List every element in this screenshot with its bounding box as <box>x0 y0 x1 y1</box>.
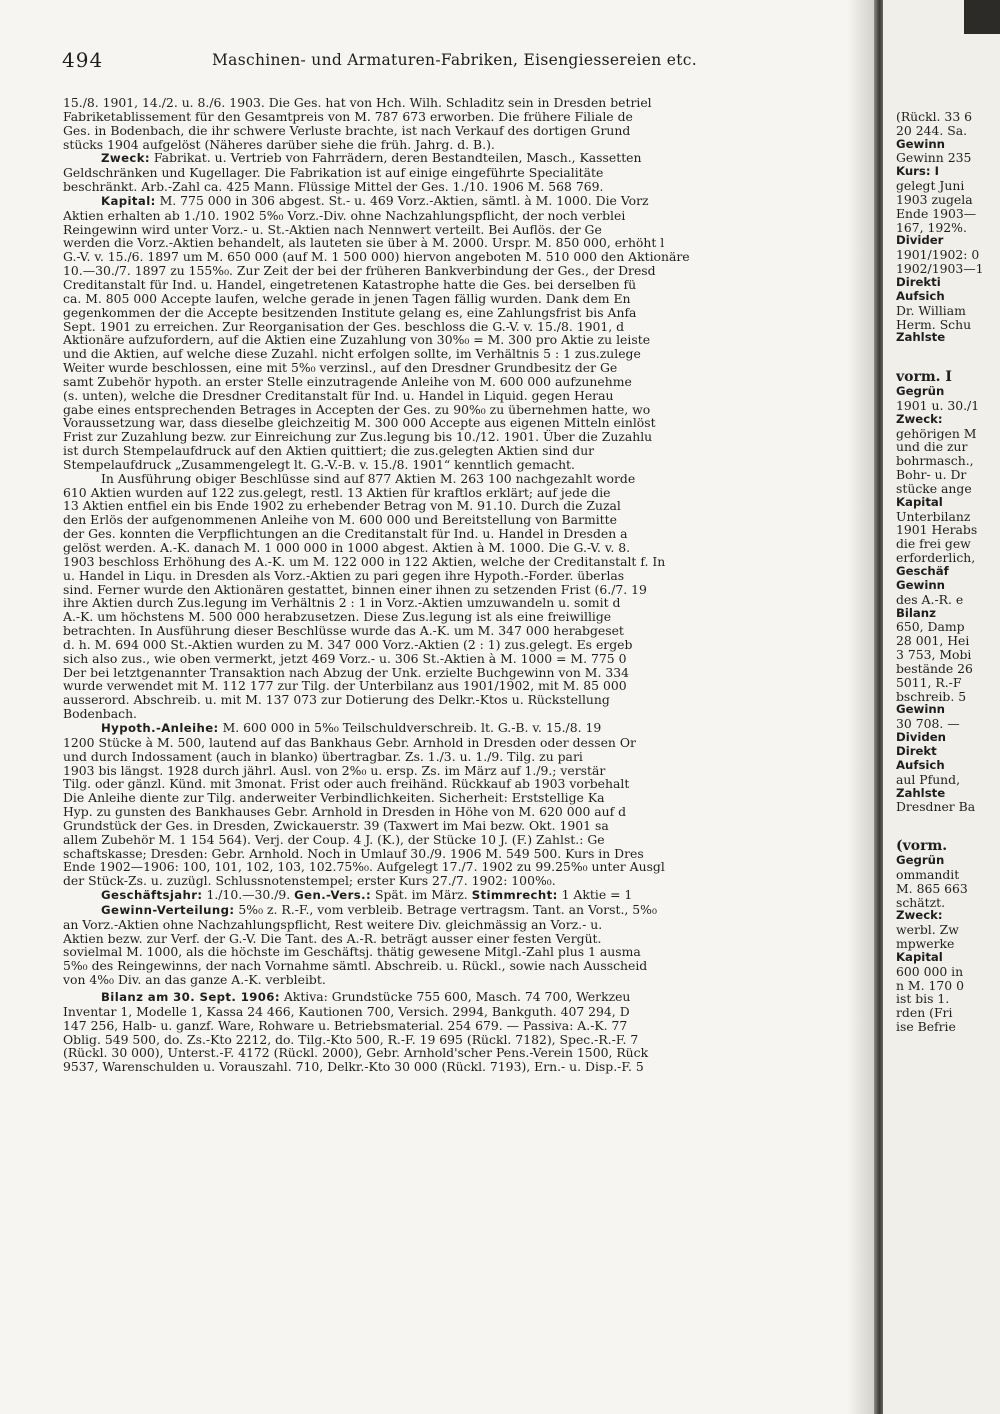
fragment-line: ommandit <box>896 866 960 882</box>
text-line <box>63 166 857 180</box>
line-text: allem Zubehör M. 1 154 564). Verj. der Coup. 4 J. (K.), der Stücke 10 J. (F.) Zahlst.: Ge <box>63 831 605 847</box>
fragment-heading: Gewinn <box>896 136 945 151</box>
section-heading: Gen.-Vers.: <box>294 888 372 903</box>
line-text: 9537, Warenschulden u. Vorauszahl. 710, Delkr.-Kto 30 000 (Rückl. 7193), Ern.- u. Disp.-F. 5 <box>63 1059 644 1075</box>
text-line <box>63 805 857 819</box>
line-text: u. Handel in Liqu. in Dresden als Vorz.-Aktien zu pari gegen ihre Hypoth.-Forder. überlas <box>63 567 625 583</box>
fragment-line: des A.-R. e <box>896 591 964 607</box>
text-line <box>63 764 857 778</box>
fragment-line: 5011, R.-F <box>896 674 962 690</box>
fragment-heading: Gewinn <box>896 577 945 592</box>
line-text: Aktionäre aufzufordern, auf die Aktien eine Zuzahlung von 30%₀ = M. 300 pro Aktie zu leiste <box>63 332 651 348</box>
fragment-heading: Kapital <box>896 949 943 964</box>
line-text: Fabrikat. u. Vertrieb von Fahrrädern, deren Bestandteilen, Masch., Kassetten <box>149 150 642 166</box>
fragment-line: 1901/1902: 0 <box>896 247 980 263</box>
fragment-heading: Aufsich <box>896 757 945 772</box>
text-line <box>63 110 857 124</box>
text-line <box>63 750 857 764</box>
line-text: G.-V. v. 15./6. 1897 um M. 650 000 (auf M. 1 500 000) hiervon angeboten M. 510 000 den Aktionäre <box>63 249 690 265</box>
section-heading: Bilanz am 30. Sept. 1906: <box>101 990 280 1004</box>
text-line <box>63 1033 857 1047</box>
line-text: den Erlös der aufgenommenen Anleihe von M. 600 000 und Bereitstellung von Barmitte <box>63 512 617 528</box>
fragment-line: ist bis 1. <box>896 991 950 1007</box>
fragment-line: mpwerke <box>896 936 955 952</box>
line-text: Weiter wurde beschlossen, eine mit 5%₀ verzinsl., auf den Dresdner Grundbesitz der Ge <box>63 360 618 376</box>
line-text: gegenkommen der die Accepte besitzenden Institute gelang es, eine Zahlungsfrist bis Anfa <box>63 304 637 320</box>
scan-edge-mark <box>964 0 1000 34</box>
fragment-line: Herm. Schu <box>896 316 972 332</box>
text-line <box>63 347 857 361</box>
fragment-line: (Rückl. 33 6 <box>896 108 973 124</box>
text-line <box>63 932 857 946</box>
fragment-line: 650, Damp <box>896 619 965 635</box>
text-line <box>63 236 857 250</box>
line-text: Sept. 1901 zu erreichen. Zur Reorganisation der Ges. beschloss die G.-V. v. 15./8. 1901, d <box>63 318 625 334</box>
line-text: Spät. im März. <box>371 887 472 903</box>
text-line <box>63 918 857 932</box>
fragment-line: Unterbilanz <box>896 508 971 524</box>
fragment-line: aul Pfund, <box>896 771 961 787</box>
text-line <box>63 596 857 610</box>
text-line <box>63 610 857 624</box>
line-text: stücks 1904 aufgelöst (Näheres darüber siehe die früh. Jahrg. d. B.). <box>63 136 495 152</box>
line-text: d. h. M. 694 000 St.-Aktien wurden zu M. 347 000 Vorz.-Aktien (2 : 1) zus.gelegt. Es ergeb <box>63 636 633 652</box>
line-text: Tilg. oder gänzl. Künd. mit 3monat. Frist oder auch freihänd. Rückkauf ab 1903 vorbehalt <box>63 776 630 792</box>
line-text: 5%₀ des Reingewinns, der nach Vornahme sämtl. Abschreib. u. Rückl., sowie nach Ausscheid <box>63 958 648 974</box>
text-line <box>63 375 857 389</box>
text-line <box>63 721 857 736</box>
line-text: 1903 beschloss Erhöhung des A.-K. um M. 122 000 in 122 Aktien, welche der Creditanstalt f. In <box>63 553 666 569</box>
fragment-line: gehörigen M <box>896 425 977 441</box>
line-text: Geldschränken und Kugellager. Die Fabrikation ist auf einige eingeführte Specialitäte <box>63 165 604 181</box>
fragment-line: Dresdner Ba <box>896 799 976 815</box>
page-number: 494 <box>62 48 104 72</box>
fragment-line: M. 865 663 <box>896 880 968 896</box>
line-text: Aktiva: Grundstücke 755 600, Masch. 74 700, Werkzeu <box>279 989 631 1004</box>
line-text: der Ges. konnten die Verpflichtungen an die Creditanstalt für Ind. u. Handel in Dresden a <box>63 526 628 542</box>
line-text: Aktien erhalten ab 1./10. 1902 5%₀ Vorz.-Div. ohne Nachzahlungspflicht, der noch verblei <box>63 207 626 223</box>
text-line <box>63 541 857 555</box>
text-line <box>63 209 857 223</box>
fragment-line: schätzt. <box>896 894 946 910</box>
fragment-line: 1901 Herabs <box>896 522 978 538</box>
fragment-heading: Gegrün <box>896 853 945 868</box>
fragment-line: 1903 zugela <box>896 191 973 207</box>
section-heading: Kapital: <box>101 193 156 208</box>
fragment-line: erforderlich, <box>896 550 976 566</box>
fragment-heading: (vorm. <box>896 838 948 855</box>
text-line <box>63 959 857 973</box>
fragment-line: bschreib. 5 <box>896 688 967 704</box>
text-line <box>63 1005 857 1019</box>
line-text: Frist zur Zuzahlung bezw. zur Einreichung zur Zus.legung bis 10./12. 1901. Über die Zuzahlu <box>63 429 653 445</box>
section-heading: Hypoth.-Anleihe: <box>101 720 219 735</box>
facing-page-fragment <box>896 96 1000 1400</box>
line-text: sovielmal M. 1000, als die höchste im Geschäftsj. thätig gewesene Mitgl.-Zahl plus 1 ausma <box>63 944 641 960</box>
line-text: wurde verwendet mit M. 112 177 zur Tilg. der Unterbilanz aus 1901/1902, mit M. 85 000 <box>63 678 627 694</box>
line-text: gabe eines entsprechenden Betrages in Accepten der Ges. zu 90%₀ zu übernehmen hatte, wo <box>63 401 651 417</box>
text-line <box>63 194 857 209</box>
line-text: betrachten. In Ausführung dieser Beschlüsse wurde das A.-K. um M. 347 000 herabgeset <box>63 623 624 639</box>
text-line <box>63 888 857 903</box>
text-line <box>63 513 857 527</box>
text-line <box>63 96 857 110</box>
line-text: 1903 bis längst. 1928 durch jährl. Ausl. von 2%₀ u. ersp. Zs. im März auf 1./9.; verstär <box>63 762 606 778</box>
fragment-line: Gewinn 235 <box>896 150 972 166</box>
text-line <box>63 860 857 874</box>
fragment-line: Bohr- u. Dr <box>896 467 967 483</box>
fragment-line: Dr. William <box>896 302 966 318</box>
fragment-heading: Geschäf <box>896 564 949 578</box>
line-text: Der bei letztgenannter Transaktion nach Abzug der Unk. erzielte Buchgewinn von M. 334 <box>63 664 630 680</box>
line-text: der Stück-Zs. u. zuzügl. Schlussnotenstempel; erster Kurs 27./7. 1902: 100%₀. <box>63 873 556 889</box>
fragment-line: 28 001, Hei <box>896 633 970 649</box>
fragment-line: 30 708. — <box>896 716 960 732</box>
text-line <box>63 638 857 652</box>
line-text: M. 775 000 in 306 abgest. St.- u. 469 Vorz.-Aktien, sämtl. à M. 1000. Die Vorz <box>155 192 649 208</box>
text-line <box>63 819 857 833</box>
text-line <box>63 945 857 959</box>
line-text: 10.—30./7. 1897 zu 155%₀. Zur Zeit der bei der früheren Bankverbindung der Ges., der Dresd <box>63 263 656 279</box>
text-line <box>63 555 857 569</box>
line-text: Oblig. 549 500, do. Zs.-Kto 2212, do. Tilg.-Kto 500, R.-F. 19 695 (Rückl. 7182), Spec.-R.-F. 7 <box>63 1031 639 1047</box>
text-line <box>63 138 857 152</box>
fragment-line: ise Befrie <box>896 1019 956 1035</box>
fragment-heading: Direkti <box>896 274 941 289</box>
line-text: Die Anleihe diente zur Tilg. anderweiter Verbindlichkeiten. Sicherheit: Erststellige Ka <box>63 790 605 806</box>
text-line <box>63 1046 857 1060</box>
fragment-line: stücke ange <box>896 480 972 496</box>
text-line <box>63 624 857 638</box>
section-heading: Zweck: <box>101 151 150 166</box>
line-text: und durch Indossament (auch in blanko) übertragbar. Zs. 1./3. u. 1./9. Tilg. zu pari <box>63 748 583 764</box>
text-line <box>63 444 857 458</box>
fragment-line: und die zur <box>896 439 968 455</box>
line-text: Creditanstalt für Ind. u. Handel, eingetretenen Katastrophe hatte die Ges. bei derselben fü <box>63 276 637 292</box>
fragment-line <box>896 96 1000 110</box>
line-text: Inventar 1, Modelle 1, Kassa 24 466, Kautionen 700, Versich. 2994, Bankguth. 407 294, D <box>63 1003 630 1019</box>
fragment-line: bestände 26 <box>896 660 973 676</box>
line-text: 1200 Stücke à M. 500, lautend auf das Bankhaus Gebr. Arnhold in Dresden oder dessen Or <box>63 734 636 750</box>
text-line <box>63 458 857 472</box>
fragment-line: die frei gew <box>896 536 971 552</box>
line-text: Hyp. zu gunsten des Bankhauses Gebr. Arnhold in Dresden in Höhe von M. 620 000 auf d <box>63 804 627 820</box>
fragment-heading: Aufsich <box>896 288 945 303</box>
line-text: ausserord. Abschreib. u. mit M. 137 073 zur Dotierung des Delkr.-Ktos u. Rückstellung <box>63 692 610 708</box>
line-text: In Ausführung obiger Beschlüsse sind auf 877 Aktien M. 263 100 nachgezahlt worde <box>101 470 636 486</box>
fragment-heading: Zweck: <box>896 411 943 426</box>
line-text: ist durch Stempelaufdruck auf den Aktien quittiert; die zus.gelegten Aktien sind dur <box>63 443 595 459</box>
line-text: M. 600 000 in 5%₀ Teilschuldverschreib. lt. G.-B. v. 15./8. 19 <box>218 719 602 735</box>
text-line <box>63 847 857 861</box>
line-text: Aktien bezw. zur Verf. der G.-V. Die Tant. des A.-R. beträgt ausser einer festen Vergüt. <box>63 930 602 946</box>
line-text: Grundstück der Ges. in Dresden, Zwickauerstr. 39 (Taxwert im Mai bezw. Okt. 1901 sa <box>63 817 609 833</box>
line-text: Ges. in Bodenbach, die ihr schwere Verluste brachte, ist nach Verkauf des dortigen Grund <box>63 122 631 138</box>
text-line <box>63 666 857 680</box>
fragment-heading: vorm. I <box>896 369 952 386</box>
line-text: ihre Aktien durch Zus.legung im Verhältnis 2 : 1 in Vorz.-Aktien umzuwandeln u. somit d <box>63 595 621 611</box>
fragment-line: 3 753, Mobi <box>896 647 972 663</box>
line-text: von 4%₀ Div. an das ganze A.-K. verbleibt. <box>63 972 326 988</box>
text-line <box>63 569 857 583</box>
line-text: 13 Aktien entfiel ein bis Ende 1902 zu erhebender Betrag von M. 91.10. Durch die Zuzal <box>63 498 621 514</box>
section-heading: Gewinn-Verteilung: <box>101 902 235 917</box>
line-text: 5%₀ z. R.-F., vom verbleib. Betrage vertragsm. Tant. an Vorst., 5%₀ <box>234 901 657 917</box>
fragment-heading: Dividen <box>896 730 946 745</box>
fragment-line: 20 244. Sa. <box>896 122 968 138</box>
line-text: Bodenbach. <box>63 706 137 722</box>
fragment-line: 167, 192%. <box>896 219 967 235</box>
text-line <box>63 903 857 918</box>
line-text: Reingewinn wird unter Vorz.- u. St.-Aktien nach Nennwert verteilt. Bei Auflös. der Ge <box>63 221 602 237</box>
text-line <box>63 499 857 513</box>
line-text: 1 Aktie = 1 <box>557 887 633 903</box>
text-line <box>63 973 857 987</box>
text-line <box>63 707 857 721</box>
fragment-heading: Gegrün <box>896 384 945 399</box>
text-line <box>63 180 857 194</box>
text-line <box>63 486 857 500</box>
text-line <box>63 679 857 693</box>
text-line <box>63 527 857 541</box>
fragment-line: rden (Fri <box>896 1005 953 1021</box>
line-text: A.-K. um höchstens M. 500 000 herabzusetzen. Diese Zus.legung ist als eine freiwillige <box>63 609 612 625</box>
line-text: beschränkt. Arb.-Zahl ca. 425 Mann. Flüssige Mittel der Ges. 1./10. 1906 M. 568 769. <box>63 179 604 195</box>
fragment-line: 1902/1903—1 <box>896 261 984 277</box>
fragment-line: bohrmasch., <box>896 453 974 469</box>
text-line <box>63 361 857 375</box>
text-line <box>63 1060 857 1074</box>
fragment-heading: Kapital <box>896 494 943 509</box>
line-text: (Rückl. 30 000), Unterst.-F. 4172 (Rückl. 2000), Gebr. Arnhold'scher Pens.-Verein 1500, Rück <box>63 1045 649 1061</box>
text-line <box>63 791 857 805</box>
text-line <box>63 472 857 486</box>
text-line <box>63 583 857 597</box>
fragment-heading: Kurs: I <box>896 164 939 179</box>
fragment-heading: Zweck: <box>896 908 943 923</box>
fragment-line: 600 000 in <box>896 963 964 979</box>
fragment-heading: Zahlste <box>896 330 946 345</box>
text-line <box>63 833 857 847</box>
fragment-heading: Divider <box>896 233 944 248</box>
text-line <box>63 990 857 1005</box>
line-text: Ende 1902—1906: 100, 101, 102, 103, 102.75%₀. Aufgelegt 17./7. 1902 zu 99.25%₀ unter Ausgl <box>63 859 665 875</box>
text-line <box>63 693 857 707</box>
line-text: 15./8. 1901, 14./2. u. 8./6. 1903. Die Ges. hat von Hch. Wilh. Schladitz sein in Dresden betriel <box>63 96 652 110</box>
line-text: werden die Vorz.-Aktien behandelt, als lauteten sie über à M. 2000. Urspr. M. 850 000, erhöht l <box>63 235 665 251</box>
fragment-line: n M. 170 0 <box>896 977 964 993</box>
text-line <box>63 278 857 292</box>
text-line <box>63 874 857 888</box>
fragment-heading: Direkt <box>896 743 937 758</box>
text-line <box>63 403 857 417</box>
text-line <box>63 124 857 138</box>
text-line <box>63 320 857 334</box>
line-text: Stempelaufdruck „Zusammengelegt lt. G.-V.-B. v. 15./8. 1901“ kenntlich gemacht. <box>63 456 575 472</box>
text-line <box>63 333 857 347</box>
text-line <box>63 292 857 306</box>
fragment-heading: Zahlste <box>896 785 946 800</box>
line-text: gelöst werden. A.-K. danach M. 1 000 000 in 1000 abgest. Aktien à M. 1000. Die G.-V. v. 8. <box>63 540 631 555</box>
line-text: Fabriketablissement für den Gesamtpreis von M. 787 673 erworben. Die frühere Filiale de <box>63 108 633 124</box>
line-text: (s. unten), welche die Dresdner Creditanstalt für Ind. u. Handel in Liquid. gegen Herau <box>63 387 614 403</box>
line-text: samt Zubehör hypoth. an erster Stelle einzutragende Anleihe von M. 600 000 aufzunehme <box>63 373 632 389</box>
section-heading: Geschäftsjahr: <box>101 888 203 903</box>
text-line <box>63 223 857 237</box>
text-line <box>63 306 857 320</box>
line-text: 147 256, Halb- u. ganzf. Ware, Rohware u. Betriebsmaterial. 254 679. — Passiva: A.-K. 77 <box>63 1017 628 1033</box>
line-text: sich also zus., wie oben vermerkt, jetzt 469 Vorz.- u. 306 St.-Aktien à M. 1000 = M. 775 0 <box>63 650 627 666</box>
line-text: sind. Ferner wurde den Aktionären gestattet, binnen einer ihnen zu setzenden Frist (6./7. 19 <box>63 581 647 597</box>
text-line <box>63 151 857 166</box>
line-text: 610 Aktien wurden auf 122 zus.gelegt, restl. 13 Aktien für kraftlos erklärt; auf jede die <box>63 484 611 500</box>
book-spine <box>874 0 883 1414</box>
text-line <box>63 736 857 750</box>
fragment-line: Ende 1903— <box>896 205 977 221</box>
text-line <box>63 652 857 666</box>
text-line <box>63 1019 857 1033</box>
line-text: an Vorz.-Aktien ohne Nachzahlungspflicht, Rest weitere Div. gleichmässig an Vorz.- u. <box>63 916 603 932</box>
text-line <box>63 777 857 791</box>
text-line <box>63 430 857 444</box>
fragment-line: 1901 u. 30./1 <box>896 397 980 413</box>
line-text: schaftskasse; Dresden: Gebr. Arnhold. Noch in Umlauf 30./9. 1906 M. 549 500. Kurs in Dres <box>63 845 644 861</box>
running-title: Maschinen- und Armaturen-Fabriken, Eisengiessereien etc. <box>212 51 697 69</box>
text-line <box>63 264 857 278</box>
section-heading: Stimmrecht: <box>471 888 558 903</box>
fragment-line: gelegt Juni <box>896 178 965 194</box>
line-text: ca. M. 805 000 Accepte laufen, welche gerade in jenen Tagen fällig wurden. Dank dem En <box>63 290 631 306</box>
text-line <box>63 250 857 264</box>
line-text: und die Aktien, auf welche diese Zuzahl. nicht erfolgen sollte, im Verhältnis 5 : 1 zus.zulege <box>63 346 641 362</box>
main-text-column <box>63 96 857 1400</box>
fragment-heading: Gewinn <box>896 702 945 717</box>
fragment-line: werbl. Zw <box>896 922 959 938</box>
text-line <box>63 389 857 403</box>
line-text: Voraussetzung war, dass dieselbe gleichzeitig M. 300 000 Accepte aus eigenen Mitteln einlöst <box>63 415 656 431</box>
line-text: 1./10.—30./9. <box>202 887 295 903</box>
fragment-heading: Bilanz <box>896 605 936 620</box>
